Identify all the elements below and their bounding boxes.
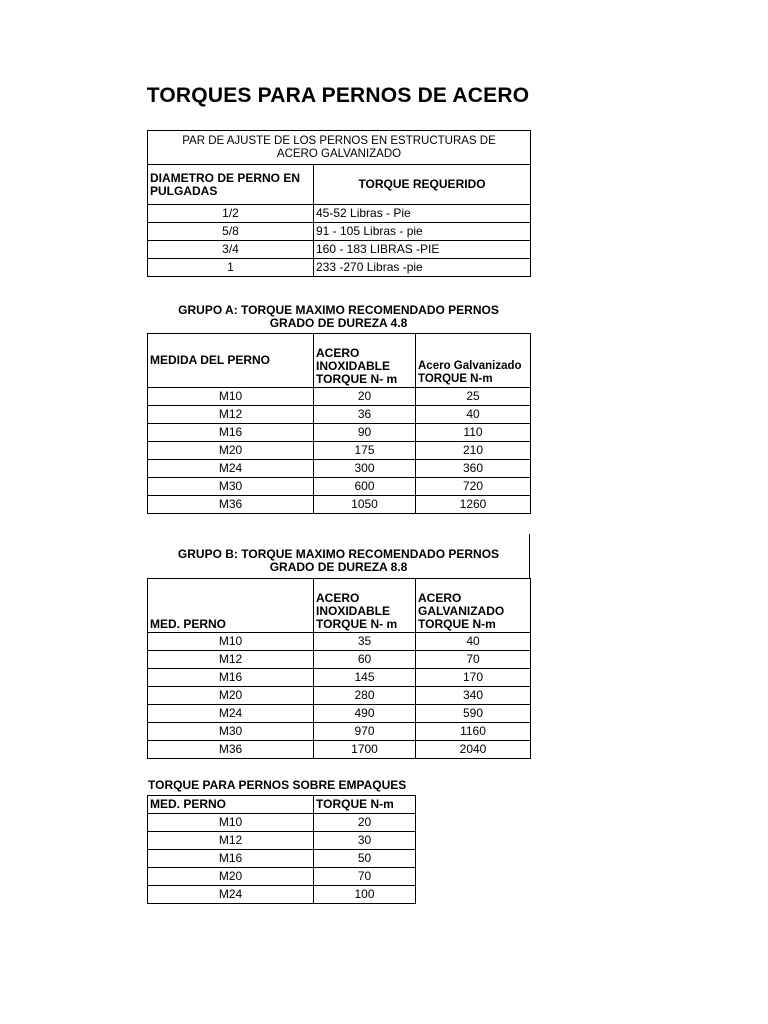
table3-cell: 40 <box>416 633 531 651</box>
table-row <box>148 850 416 868</box>
table2-cell: 210 <box>416 442 531 460</box>
gasket-bolt-torque-table <box>147 795 416 904</box>
table3-cell: 1700 <box>314 741 416 759</box>
table-row <box>148 388 531 406</box>
table2-cell: M16 <box>148 424 314 442</box>
table4-header-bolt: MED. PERNO <box>148 796 314 814</box>
table3-cell: M10 <box>148 633 314 651</box>
table3-cell: M12 <box>148 651 314 669</box>
table2-cell: 1050 <box>314 496 416 514</box>
group-b-torque-table <box>147 578 531 759</box>
table3-cell: 70 <box>416 651 531 669</box>
table-row <box>148 406 531 424</box>
table3-cell: 340 <box>416 687 531 705</box>
table-row <box>148 478 531 496</box>
table4-caption: TORQUE PARA PERNOS SOBRE EMPAQUES <box>148 778 407 792</box>
table1-header-torque: TORQUE REQUERIDO <box>314 165 531 205</box>
table4-cell: M10 <box>148 814 314 832</box>
table2-cell: 36 <box>314 406 416 424</box>
table1-cell: 3/4 <box>148 241 314 259</box>
table-row <box>148 442 531 460</box>
table1-cell: 1/2 <box>148 205 314 223</box>
table-row <box>148 205 531 223</box>
table1-header-diameter: DIAMETRO DE PERNO EN PULGADAS <box>148 165 314 205</box>
table3-cell: M20 <box>148 687 314 705</box>
table4-cell: M20 <box>148 868 314 886</box>
table2-cell: M36 <box>148 496 314 514</box>
table3-cell: 170 <box>416 669 531 687</box>
table-row <box>148 259 531 277</box>
table2-cell: 600 <box>314 478 416 496</box>
table2-cell: 300 <box>314 460 416 478</box>
table2-cell: M10 <box>148 388 314 406</box>
table-row <box>148 496 531 514</box>
table3-cell: M30 <box>148 723 314 741</box>
table2-cell: M24 <box>148 460 314 478</box>
table-row <box>148 814 416 832</box>
table3-cell: 60 <box>314 651 416 669</box>
table2-cell: 360 <box>416 460 531 478</box>
table1-cell: 91 - 105 Libras - pie <box>314 223 531 241</box>
table3-cell: 590 <box>416 705 531 723</box>
table1-cell: 1 <box>148 259 314 277</box>
table-row <box>148 705 531 723</box>
table4-header-torque: TORQUE N-m <box>314 796 416 814</box>
table-row <box>148 223 531 241</box>
table-row <box>148 669 531 687</box>
table1-cell: 5/8 <box>148 223 314 241</box>
table2-header-galvanized: Acero Galvanizado TORQUE N-m <box>416 334 531 388</box>
group-a-torque-table <box>147 333 531 514</box>
table3-header-bolt: MED. PERNO <box>148 579 314 633</box>
table2-cell: 720 <box>416 478 531 496</box>
table3-cell: M16 <box>148 669 314 687</box>
table-row <box>148 868 416 886</box>
table2-cell: 25 <box>416 388 531 406</box>
table-row <box>148 651 531 669</box>
table3-caption: GRUPO B: TORQUE MAXIMO RECOMENDADO PERNOS GRADO DE DUREZA 8.8 <box>177 547 500 574</box>
table4-cell: 70 <box>314 868 416 886</box>
table2-header-stainless: ACERO INOXIDABLE TORQUE N- m <box>314 334 416 388</box>
table2-cell: 175 <box>314 442 416 460</box>
table4-cell: M12 <box>148 832 314 850</box>
table-row <box>148 886 416 904</box>
galvanized-structure-torque-table <box>147 130 531 277</box>
table2-cell: 110 <box>416 424 531 442</box>
table4-cell: 100 <box>314 886 416 904</box>
table4-cell: M24 <box>148 886 314 904</box>
table2-cell: M20 <box>148 442 314 460</box>
table3-cell: 35 <box>314 633 416 651</box>
table2-header-bolt: MEDIDA DEL PERNO <box>148 334 314 388</box>
table4-cell: 50 <box>314 850 416 868</box>
table-row <box>148 460 531 478</box>
table-row <box>148 633 531 651</box>
page-title: TORQUES PARA PERNOS DE ACERO <box>146 84 530 107</box>
table1-cell: 233 -270 Libras -pie <box>314 259 531 277</box>
table3-cell: M36 <box>148 741 314 759</box>
table-row <box>148 241 531 259</box>
table3-cell: 490 <box>314 705 416 723</box>
table3-cell: 2040 <box>416 741 531 759</box>
table2-cell: 90 <box>314 424 416 442</box>
table4-cell: M16 <box>148 850 314 868</box>
table2-cell: 20 <box>314 388 416 406</box>
table4-cell: 20 <box>314 814 416 832</box>
table3-header-galvanized: ACERO GALVANIZADO TORQUE N-m <box>416 579 531 633</box>
table2-cell: M12 <box>148 406 314 424</box>
table-row <box>148 741 531 759</box>
table1-cell: 160 - 183 LIBRAS -PIE <box>314 241 531 259</box>
table1-cell: 45-52 Libras - Pie <box>314 205 531 223</box>
table4-cell: 30 <box>314 832 416 850</box>
table-row <box>148 687 531 705</box>
table3-header-stainless: ACERO INOXIDABLE TORQUE N- m <box>314 579 416 633</box>
table-row <box>148 723 531 741</box>
table-row <box>148 424 531 442</box>
table1-caption: PAR DE AJUSTE DE LOS PERNOS EN ESTRUCTURAS DE ACERO GALVANIZADO <box>148 131 531 165</box>
table2-cell: M30 <box>148 478 314 496</box>
table2-caption: GRUPO A: TORQUE MAXIMO RECOMENDADO PERNOS GRADO DE DUREZA 4.8 <box>178 303 499 330</box>
table3-cell: M24 <box>148 705 314 723</box>
table2-cell: 1260 <box>416 496 531 514</box>
table3-cell: 970 <box>314 723 416 741</box>
table2-cell: 40 <box>416 406 531 424</box>
table-row <box>148 832 416 850</box>
table3-cell: 1160 <box>416 723 531 741</box>
table3-cell: 280 <box>314 687 416 705</box>
table3-cell: 145 <box>314 669 416 687</box>
